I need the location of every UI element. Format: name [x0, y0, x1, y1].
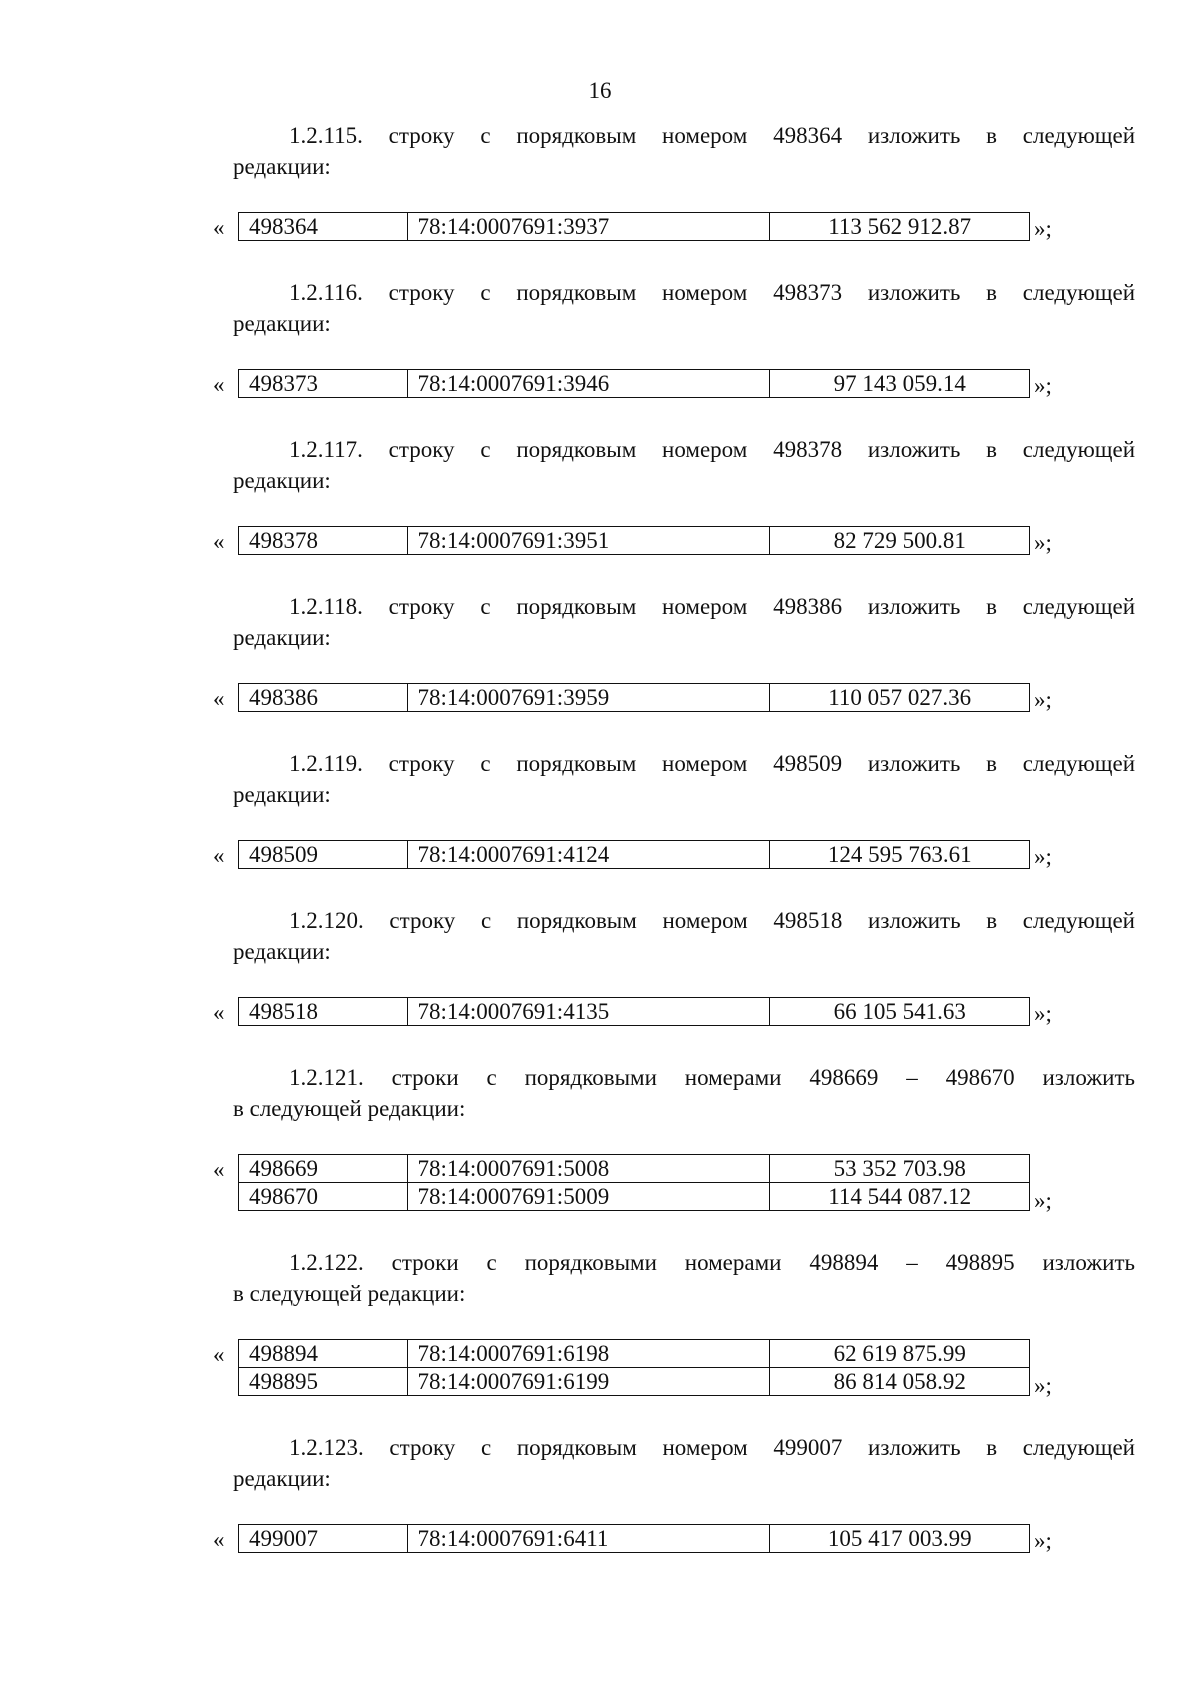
amendment-text-line1: 1.2.115. строку с порядковым номером 498364 изложить в следующей — [289, 123, 1135, 148]
amendment-table — [238, 840, 1030, 869]
amendment-text-line2: редакции: — [233, 311, 331, 336]
amendment-table — [238, 683, 1030, 712]
table-row — [239, 1183, 1030, 1211]
amendment-item — [213, 1247, 1135, 1398]
row-number-cell: 498386 — [239, 684, 408, 712]
opening-quote: « — [213, 843, 225, 868]
cadastral-number-cell: 78:14:0007691:4124 — [407, 841, 770, 869]
row-number-cell: 498364 — [239, 213, 408, 241]
amendment-item — [213, 1062, 1135, 1213]
row-number-cell: 498669 — [239, 1155, 408, 1183]
amendment-text-line1: 1.2.120. строку с порядковым номером 498518 изложить в следующей — [289, 908, 1135, 933]
amendment-item — [213, 1432, 1135, 1553]
value-cell: 114 544 087.12 — [770, 1183, 1030, 1211]
amendment-table-wrap — [213, 212, 1135, 241]
table-row — [239, 1368, 1030, 1396]
amendment-text-line2: редакции: — [233, 625, 331, 650]
amendment-table — [238, 1524, 1030, 1553]
closing-quote: »; — [1034, 373, 1052, 398]
amendment-text-line1: 1.2.121. строки с порядковыми номерами 498669 – 498670 изложить — [289, 1065, 1135, 1090]
opening-quote: « — [213, 1527, 225, 1552]
value-cell: 124 595 763.61 — [770, 841, 1030, 869]
amendment-table-wrap — [213, 683, 1135, 712]
amendment-text-line2: редакции: — [233, 1466, 331, 1491]
document-body — [213, 120, 1135, 1589]
amendment-table-wrap — [213, 840, 1135, 869]
amendment-table-wrap — [213, 369, 1135, 398]
closing-quote: »; — [1034, 687, 1052, 712]
cadastral-number-cell: 78:14:0007691:3951 — [407, 527, 770, 555]
opening-quote: « — [213, 1157, 225, 1182]
amendment-text-line1: 1.2.122. строки с порядковыми номерами 498894 – 498895 изложить — [289, 1250, 1135, 1275]
row-number-cell: 498670 — [239, 1183, 408, 1211]
amendment-table — [238, 526, 1030, 555]
value-cell: 82 729 500.81 — [770, 527, 1030, 555]
table-row — [239, 1340, 1030, 1368]
table-row — [239, 1155, 1030, 1183]
value-cell: 97 143 059.14 — [770, 370, 1030, 398]
amendment-text-line1: 1.2.119. строку с порядковым номером 498509 изложить в следующей — [289, 751, 1135, 776]
amendment-table-wrap — [213, 1524, 1135, 1553]
opening-quote: « — [213, 529, 225, 554]
amendment-table — [238, 997, 1030, 1026]
row-number-cell: 498518 — [239, 998, 408, 1026]
table-row — [239, 841, 1030, 869]
amendment-table — [238, 1154, 1030, 1211]
value-cell: 110 057 027.36 — [770, 684, 1030, 712]
cadastral-number-cell: 78:14:0007691:4135 — [407, 998, 770, 1026]
table-row — [239, 1525, 1030, 1553]
cadastral-number-cell: 78:14:0007691:3937 — [407, 213, 770, 241]
amendment-table-wrap — [213, 1339, 1135, 1398]
opening-quote: « — [213, 215, 225, 240]
table-row — [239, 370, 1030, 398]
closing-quote: »; — [1034, 1373, 1052, 1398]
page-number: 16 — [588, 78, 612, 103]
row-number-cell: 498373 — [239, 370, 408, 398]
cadastral-number-cell: 78:14:0007691:6198 — [407, 1340, 770, 1368]
cadastral-number-cell: 78:14:0007691:3946 — [407, 370, 770, 398]
row-number-cell: 499007 — [239, 1525, 408, 1553]
amendment-text-line2: редакции: — [233, 154, 331, 179]
amendment-item — [213, 277, 1135, 398]
amendment-table — [238, 369, 1030, 398]
amendment-table-wrap — [213, 1154, 1135, 1213]
amendment-text-line1: 1.2.118. строку с порядковым номером 498386 изложить в следующей — [289, 594, 1135, 619]
cadastral-number-cell: 78:14:0007691:6199 — [407, 1368, 770, 1396]
opening-quote: « — [213, 1342, 225, 1367]
amendment-text-line1: 1.2.117. строку с порядковым номером 498378 изложить в следующей — [289, 437, 1135, 462]
opening-quote: « — [213, 686, 225, 711]
table-row — [239, 213, 1030, 241]
amendment-text-line1: 1.2.123. строку с порядковым номером 499007 изложить в следующей — [289, 1435, 1135, 1460]
closing-quote: »; — [1034, 1528, 1052, 1553]
amendment-text-line2: в следующей редакции: — [233, 1281, 466, 1306]
amendment-text-line2: редакции: — [233, 939, 331, 964]
value-cell: 66 105 541.63 — [770, 998, 1030, 1026]
value-cell: 113 562 912.87 — [770, 213, 1030, 241]
opening-quote: « — [213, 372, 225, 397]
cadastral-number-cell: 78:14:0007691:3959 — [407, 684, 770, 712]
opening-quote: « — [213, 1000, 225, 1025]
amendment-table-wrap — [213, 526, 1135, 555]
row-number-cell: 498509 — [239, 841, 408, 869]
row-number-cell: 498894 — [239, 1340, 408, 1368]
table-row — [239, 527, 1030, 555]
amendment-text-line1: 1.2.116. строку с порядковым номером 498373 изложить в следующей — [289, 280, 1135, 305]
cadastral-number-cell: 78:14:0007691:5008 — [407, 1155, 770, 1183]
amendment-table-wrap — [213, 997, 1135, 1026]
amendment-text-line2: редакции: — [233, 782, 331, 807]
cadastral-number-cell: 78:14:0007691:6411 — [407, 1525, 770, 1553]
amendment-item — [213, 120, 1135, 241]
amendment-item — [213, 905, 1135, 1026]
amendment-text-line2: редакции: — [233, 468, 331, 493]
amendment-table — [238, 212, 1030, 241]
closing-quote: »; — [1034, 1001, 1052, 1026]
closing-quote: »; — [1034, 844, 1052, 869]
amendment-item — [213, 748, 1135, 869]
cadastral-number-cell: 78:14:0007691:5009 — [407, 1183, 770, 1211]
amendment-text-line2: в следующей редакции: — [233, 1096, 466, 1121]
amendment-item — [213, 591, 1135, 712]
row-number-cell: 498895 — [239, 1368, 408, 1396]
table-row — [239, 684, 1030, 712]
amendment-item — [213, 434, 1135, 555]
row-number-cell: 498378 — [239, 527, 408, 555]
value-cell: 62 619 875.99 — [770, 1340, 1030, 1368]
amendment-table — [238, 1339, 1030, 1396]
closing-quote: »; — [1034, 216, 1052, 241]
value-cell: 105 417 003.99 — [770, 1525, 1030, 1553]
value-cell: 53 352 703.98 — [770, 1155, 1030, 1183]
closing-quote: »; — [1034, 530, 1052, 555]
value-cell: 86 814 058.92 — [770, 1368, 1030, 1396]
table-row — [239, 998, 1030, 1026]
closing-quote: »; — [1034, 1188, 1052, 1213]
